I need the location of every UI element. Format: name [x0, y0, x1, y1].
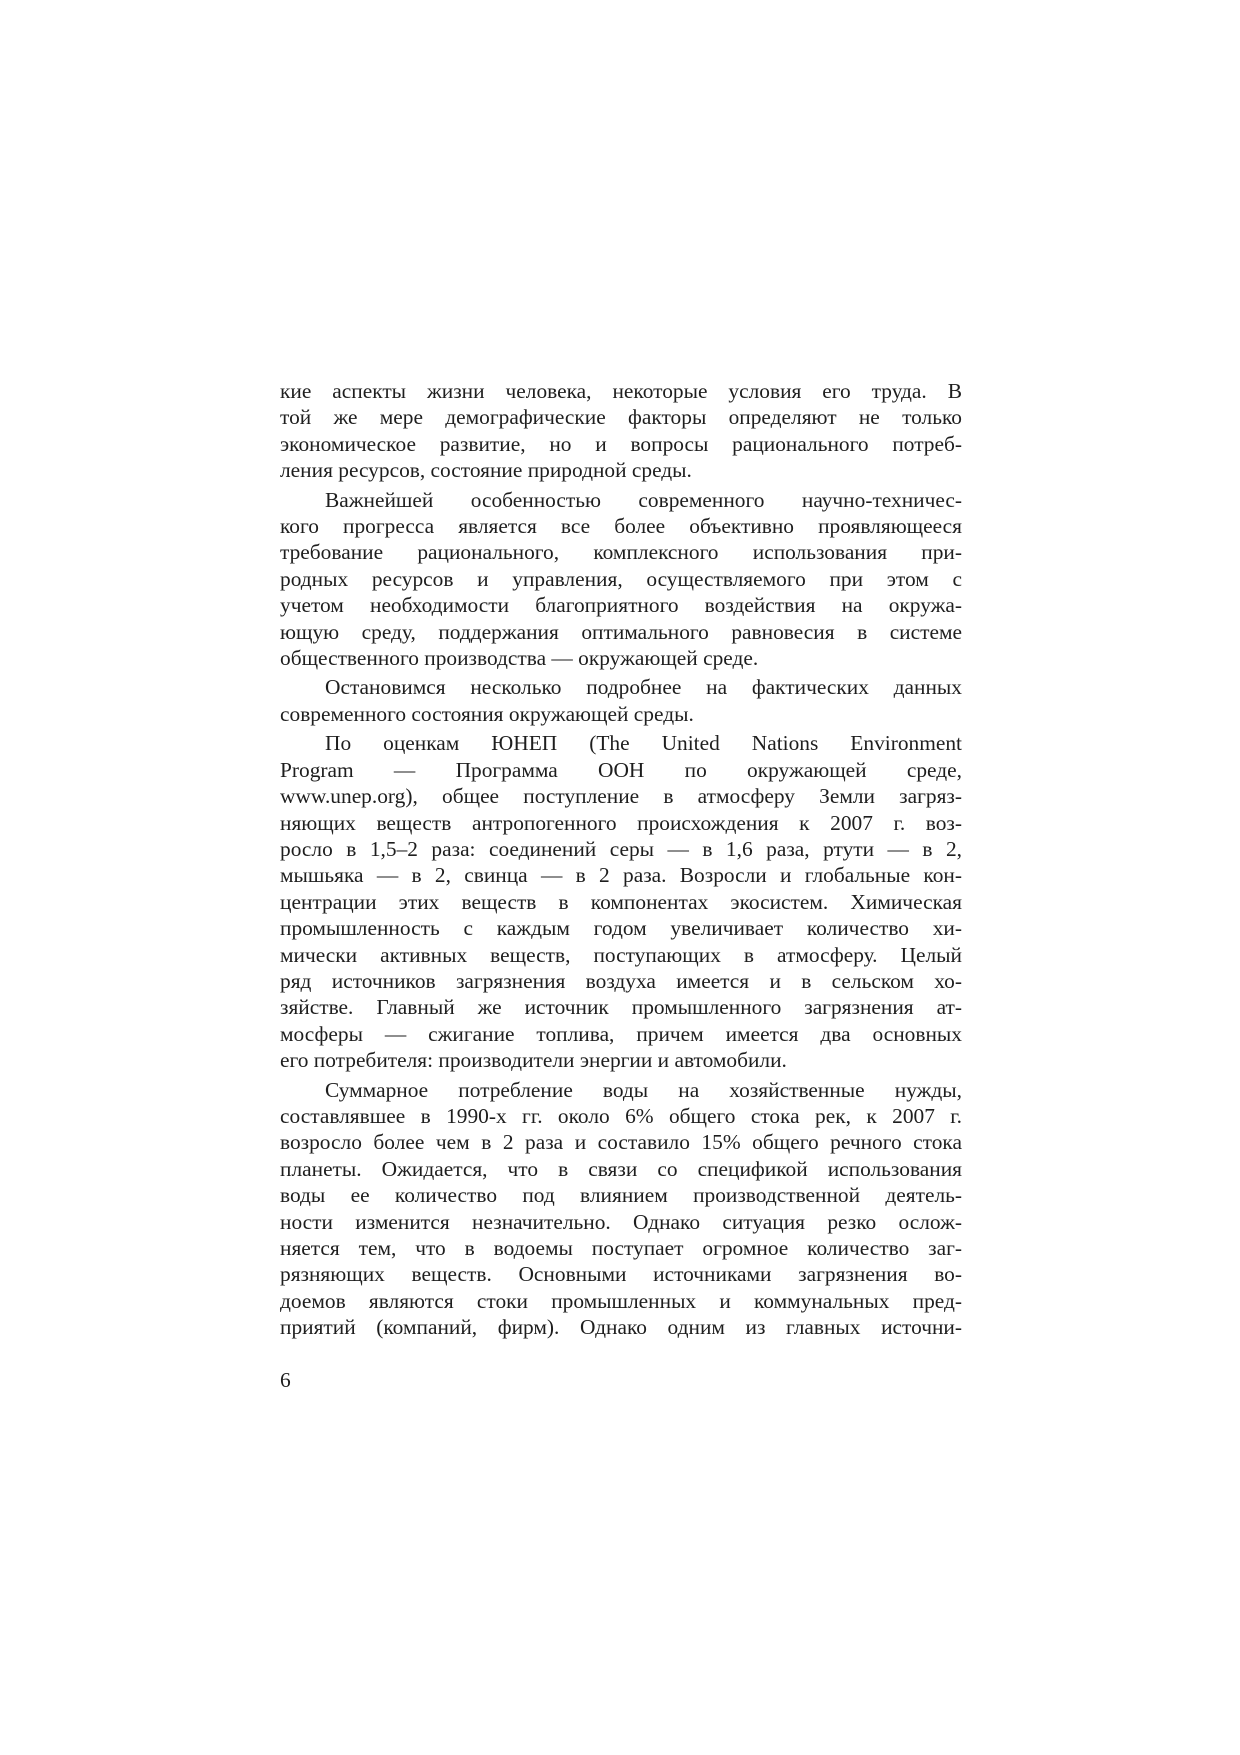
page-number: 6	[280, 1368, 291, 1392]
text-line: ности изменится незначительно. Однако ситуация резко ослож-	[280, 1209, 962, 1234]
paragraph	[280, 674, 962, 727]
text-line: рязняющих веществ. Основными источниками загрязнения во-	[280, 1262, 962, 1287]
text-line: По оценкам ЮНЕП (The United Nations Environment	[325, 731, 962, 756]
text-line: Остановимся несколько подробнее на фактических данных	[325, 675, 962, 700]
text-line: кие аспекты жизни человека, некоторые условия его труда. В	[280, 379, 962, 403]
text-line: родных ресурсов и управления, осуществляемого при этом с	[280, 566, 962, 591]
paragraph	[280, 730, 962, 1073]
text-line: мышьяка — в 2, свинца — в 2 раза. Возросли и глобальные кон-	[280, 863, 962, 888]
text-line: требование рационального, комплексного использования при-	[280, 540, 962, 565]
text-line: воды ее количество под влиянием производственной деятель-	[280, 1183, 962, 1208]
text-line: составлявшее в 1990-х гг. около 6% общего стока рек, к 2007 г.	[280, 1103, 962, 1128]
text-line: мически активных веществ, поступающих в атмосферу. Целый	[280, 942, 962, 967]
text-line: www.unep.org), общее поступление в атмосферу Земли загряз-	[280, 784, 962, 809]
text-line: центрации этих веществ в компонентах экосистем. Химическая	[280, 889, 962, 914]
text-line: промышленность с каждым годом увеличивает количество хи-	[280, 916, 962, 941]
text-line: Суммарное потребление воды на хозяйственные нужды,	[325, 1077, 962, 1102]
text-line: Program — Программа ООН по окружающей среде,	[280, 757, 962, 782]
text-line: доемов являются стоки промышленных и коммунальных пред-	[280, 1288, 962, 1313]
text-line: той же мере демографические факторы определяют не только	[280, 405, 962, 430]
text-line: росло в 1,5–2 раза: соединений серы — в 1,6 раза, ртути — в 2,	[280, 836, 962, 861]
text-line: мосферы — сжигание топлива, причем имеется два основных	[280, 1021, 962, 1046]
text-line: общественного производства — окружающей среде.	[280, 646, 759, 671]
paragraph	[280, 1077, 962, 1341]
text-line: учетом необходимости благоприятного воздействия на окружа-	[280, 593, 962, 618]
text-line: зяйстве. Главный же источник промышленного загрязнения ат-	[280, 995, 962, 1020]
text-line: няющих веществ антропогенного происхождения к 2007 г. воз-	[280, 810, 962, 835]
text-line: возросло более чем в 2 раза и составило 15% общего речного стока	[280, 1130, 962, 1155]
text-line: ления ресурсов, состояние природной среды.	[280, 458, 692, 483]
paragraph	[280, 487, 962, 672]
text-line: планеты. Ожидается, что в связи со спецификой использования	[280, 1156, 962, 1181]
body-text	[280, 378, 962, 1341]
text-line: современного состояния окружающей среды.	[280, 701, 694, 726]
text-line: няется тем, что в водоемы поступает огромное количество заг-	[280, 1236, 962, 1260]
paragraph	[280, 378, 962, 484]
text-line: кого прогресса является все более объективно проявляющееся	[280, 514, 962, 539]
text-line: его потребителя: производители энергии и автомобили.	[280, 1048, 787, 1073]
text-line: приятий (компаний, фирм). Однако одним из главных источни-	[280, 1315, 962, 1340]
text-line: ющую среду, поддержания оптимального равновесия в системе	[280, 619, 962, 644]
text-line: ряд источников загрязнения воздуха имеется и в сельском хо-	[280, 968, 962, 993]
text-line: экономическое развитие, но и вопросы рационального потреб-	[280, 431, 962, 456]
text-line: Важнейшей особенностью современного научно-техничес-	[325, 487, 962, 512]
